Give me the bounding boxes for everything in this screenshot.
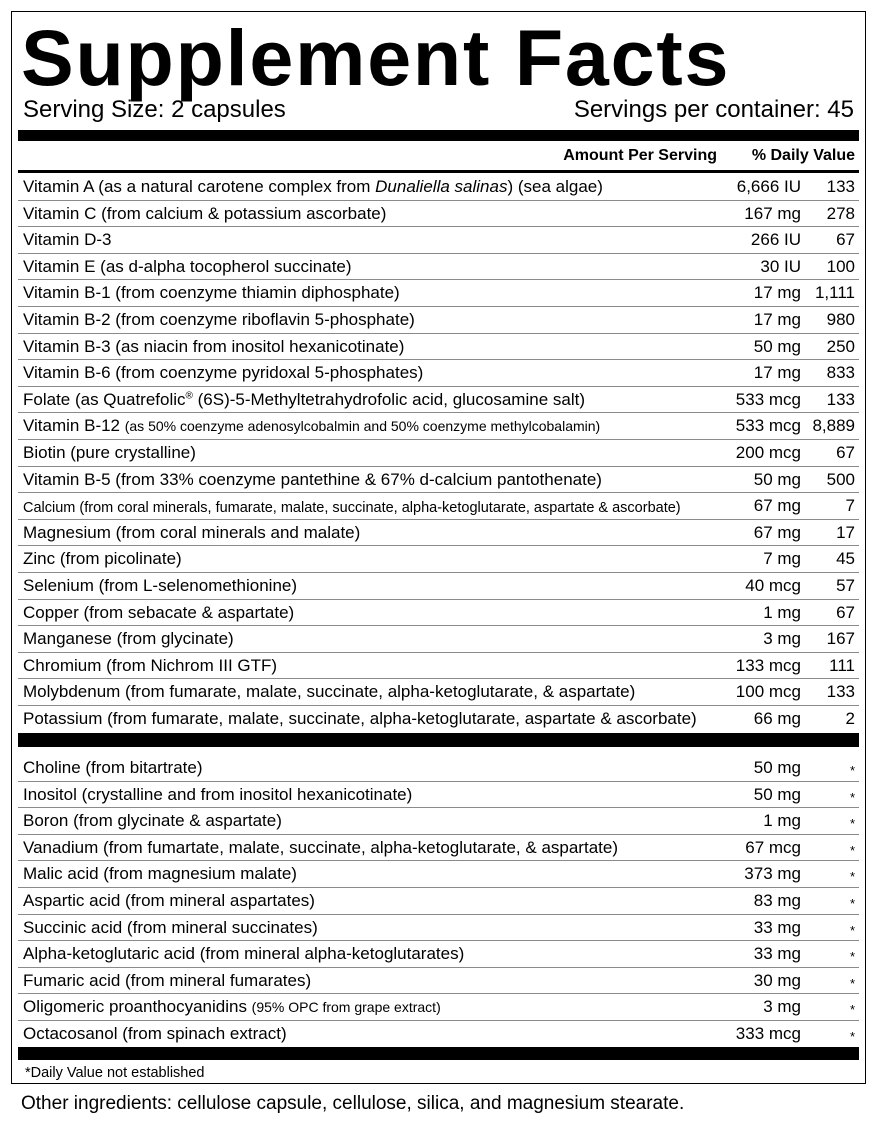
table-row bbox=[18, 808, 859, 835]
daily-value-footnote: *Daily Value not established bbox=[25, 1065, 205, 1081]
other-rows bbox=[18, 755, 859, 994]
nutrient-name: Alpha-ketoglutaric acid (from mineral alpha-ketoglutarates) bbox=[23, 944, 465, 964]
nutrient-amount: 83 mg bbox=[753, 890, 801, 910]
table-row bbox=[18, 941, 859, 968]
nutrient-name: Choline (from bitartrate) bbox=[23, 758, 203, 777]
table-row bbox=[18, 861, 859, 888]
table-row bbox=[18, 994, 859, 1021]
nutrient-daily-value: * bbox=[849, 895, 855, 911]
nutrient-amount: 33 mg bbox=[753, 917, 801, 937]
table-row bbox=[18, 600, 859, 627]
nutrient-daily-value: 7 bbox=[845, 496, 855, 516]
table-row bbox=[18, 915, 859, 942]
nutrient-name: Biotin (pure crystalline) bbox=[23, 442, 196, 462]
nutrient-amount: 17 mg bbox=[753, 283, 801, 303]
nutrient-name: Succinic acid (from mineral succinates) bbox=[23, 917, 318, 937]
nutrient-name: Molybdenum (from fumarate, malate, succinate, alpha-ketoglutarate, & aspartate) bbox=[23, 682, 636, 702]
nutrient-name: Malic acid (from magnesium malate) bbox=[23, 864, 297, 884]
nutrient-name: Vitamin B-1 (from coenzyme thiamin diphosphate) bbox=[23, 283, 400, 303]
nutrient-amount: 3 mg bbox=[763, 629, 801, 649]
table-row bbox=[18, 835, 859, 862]
nutrient-daily-value: 17 bbox=[836, 522, 855, 542]
nutrient-name: Octacosanol (from spinach extract) bbox=[23, 1023, 287, 1043]
vitamin-rows bbox=[18, 201, 859, 387]
table-row bbox=[18, 573, 859, 600]
table-row bbox=[18, 201, 859, 228]
nutrient-amount: 67 mcg bbox=[745, 837, 801, 857]
nutrient-daily-value: 8,889 bbox=[812, 416, 855, 436]
nutrient-daily-value: * bbox=[849, 816, 855, 832]
nutrient-amount: 30 IU bbox=[760, 256, 801, 276]
nutrient-amount: 17 mg bbox=[753, 363, 801, 383]
serving-size: Serving Size: 2 capsules bbox=[23, 96, 286, 123]
table-row bbox=[18, 360, 859, 387]
nutrient-name: Vanadium (from fumartate, malate, succinate, alpha-ketoglutarate, & aspartate) bbox=[23, 837, 618, 857]
nutrient-daily-value: 833 bbox=[826, 363, 855, 383]
top-thick-rule bbox=[18, 130, 859, 141]
nutrient-daily-value: 278 bbox=[826, 203, 855, 223]
nutrient-name: Vitamin D-3 bbox=[23, 230, 112, 250]
nutrient-amount: 40 mcg bbox=[745, 575, 801, 595]
table-row bbox=[18, 1021, 859, 1048]
nutrient-name: Magnesium (from coral minerals and malate) bbox=[23, 522, 361, 542]
panel-title: Supplement Facts bbox=[21, 13, 731, 102]
nutrient-daily-value: * bbox=[849, 922, 855, 938]
column-header bbox=[18, 145, 859, 167]
nutrient-name: Aspartic acid (from mineral aspartates) bbox=[23, 890, 315, 910]
nutrient-daily-value: * bbox=[849, 949, 855, 965]
table-row bbox=[18, 493, 859, 520]
vitamin-mineral-rows bbox=[18, 440, 859, 733]
nutrient-amount: 6,666 IU bbox=[736, 177, 801, 196]
nutrient-name: Vitamin E (as d-alpha tocopherol succinate) bbox=[23, 256, 352, 276]
nutrient-amount: 33 mg bbox=[753, 944, 801, 964]
nutrient-daily-value: 67 bbox=[836, 230, 855, 250]
nutrient-name: Calcium (from coral minerals, fumarate, malate, succinate, alpha-ketoglutarate, aspartate & ascorbate) bbox=[23, 500, 681, 517]
nutrient-amount: 100 mcg bbox=[735, 682, 801, 702]
table-row bbox=[18, 227, 859, 254]
nutrient-name: Vitamin B-5 (from 33% coenzyme pantethine & 67% d-calcium pantothenate) bbox=[23, 469, 602, 489]
nutrient-amount: 66 mg bbox=[753, 708, 801, 728]
nutrient-daily-value: 57 bbox=[836, 575, 855, 595]
nutrient-name: Zinc (from picolinate) bbox=[23, 549, 182, 569]
table-row bbox=[18, 520, 859, 547]
nutrient-amount: 50 mg bbox=[753, 469, 801, 489]
nutrient-name: Fumaric acid (from mineral fumarates) bbox=[23, 970, 312, 990]
table-row bbox=[18, 174, 859, 201]
other-ingredients-table bbox=[18, 755, 859, 1048]
nutrient-name: Folate (as Quatrefolic® (6S)-5-Methyltetrahydrofolic acid, glucosamine salt) bbox=[23, 389, 585, 409]
other-rows-tail bbox=[18, 1021, 859, 1048]
nutrient-amount: 50 mg bbox=[753, 784, 801, 804]
nutrient-amount: 167 mg bbox=[744, 203, 801, 223]
servings-per-container: Servings per container: 45 bbox=[573, 96, 854, 123]
nutrient-amount: 266 IU bbox=[750, 230, 801, 250]
nutrient-daily-value: 167 bbox=[826, 629, 855, 649]
nutrient-amount: 373 mg bbox=[744, 864, 801, 884]
table-row bbox=[18, 626, 859, 653]
nutrient-amount: 333 mcg bbox=[735, 1023, 801, 1043]
nutrient-name: Copper (from sebacate & aspartate) bbox=[23, 602, 295, 622]
table-row bbox=[18, 679, 859, 706]
nutrient-amount: 533 mcg bbox=[735, 416, 801, 436]
nutrient-daily-value: * bbox=[849, 1002, 855, 1018]
nutrient-amount: 30 mg bbox=[753, 970, 801, 990]
supplement-facts-panel bbox=[11, 11, 866, 1084]
middle-thick-rule bbox=[18, 733, 859, 747]
nutrient-name: Vitamin A (as a natural carotene complex from Dunaliella salinas) (sea algae) bbox=[23, 177, 603, 196]
table-row bbox=[18, 334, 859, 361]
nutrient-amount: 1 mg bbox=[763, 602, 801, 622]
nutrient-amount: 50 mg bbox=[753, 336, 801, 356]
nutrient-daily-value: 980 bbox=[826, 309, 855, 329]
daily-value-header: % Daily Value bbox=[751, 147, 855, 164]
table-row bbox=[18, 546, 859, 573]
nutrient-name: Manganese (from glycinate) bbox=[23, 629, 234, 649]
nutrient-amount: 67 mg bbox=[753, 522, 801, 542]
nutrient-name: Vitamin C (from calcium & potassium ascorbate) bbox=[23, 203, 387, 223]
nutrient-name: Chromium (from Nichrom III GTF) bbox=[23, 655, 278, 675]
table-row bbox=[18, 888, 859, 915]
nutrient-amount: 200 mcg bbox=[735, 442, 801, 462]
nutrient-daily-value: 1,111 bbox=[814, 283, 855, 303]
nutrient-daily-value: 100 bbox=[826, 256, 855, 276]
nutrient-name: Oligomeric proanthocyanidins (95% OPC from grape extract) bbox=[23, 997, 441, 1017]
nutrient-amount: 50 mg bbox=[753, 758, 801, 777]
table-row bbox=[18, 387, 859, 414]
table-row bbox=[18, 307, 859, 334]
nutrient-name: Boron (from glycinate & aspartate) bbox=[23, 811, 282, 831]
table-row bbox=[18, 968, 859, 995]
bottom-thick-rule bbox=[18, 1047, 859, 1060]
nutrient-amount: 133 mcg bbox=[735, 655, 801, 675]
nutrient-daily-value: 67 bbox=[836, 602, 855, 622]
nutrient-amount: 7 mg bbox=[763, 549, 801, 569]
nutrient-daily-value: * bbox=[849, 869, 855, 885]
nutrient-daily-value: 500 bbox=[826, 469, 855, 489]
nutrient-daily-value: * bbox=[849, 1028, 855, 1044]
table-row bbox=[18, 254, 859, 281]
nutrient-name: Vitamin B-12 (as 50% coenzyme adenosylcobalmin and 50% coenzyme methylcobalamin) bbox=[23, 416, 601, 436]
nutrient-name: Inositol (crystalline and from inositol hexanicotinate) bbox=[23, 784, 413, 804]
table-row bbox=[18, 755, 859, 782]
nutrient-amount: 533 mcg bbox=[735, 389, 801, 409]
nutrient-daily-value: * bbox=[849, 789, 855, 805]
registered-mark: ® bbox=[185, 390, 193, 402]
nutrient-daily-value: 133 bbox=[826, 389, 855, 409]
nutrient-daily-value: 2 bbox=[845, 708, 855, 728]
table-row bbox=[18, 467, 859, 494]
nutrient-daily-value: * bbox=[849, 842, 855, 858]
table-row bbox=[18, 280, 859, 307]
nutrient-daily-value: 250 bbox=[826, 336, 855, 356]
nutrient-name: Potassium (from fumarate, malate, succinate, alpha-ketoglutarate, aspartate & ascorbate) bbox=[23, 708, 697, 728]
header-rule bbox=[18, 170, 859, 173]
nutrient-daily-value: * bbox=[849, 975, 855, 991]
nutrient-amount: 1 mg bbox=[763, 811, 801, 831]
nutrient-daily-value: 133 bbox=[826, 682, 855, 702]
nutrient-daily-value: 111 bbox=[829, 655, 855, 675]
nutrient-amount: 67 mg bbox=[753, 496, 801, 516]
other-ingredients: Other ingredients: cellulose capsule, cellulose, silica, and magnesium stearate. bbox=[21, 1093, 685, 1114]
table-row bbox=[18, 440, 859, 467]
amount-per-serving-header: Amount Per Serving bbox=[563, 147, 717, 164]
nutrient-daily-value: * bbox=[849, 763, 855, 778]
nutrient-name: Vitamin B-6 (from coenzyme pyridoxal 5-phosphates) bbox=[23, 363, 424, 383]
table-row bbox=[18, 653, 859, 680]
table-row bbox=[18, 706, 859, 733]
nutrient-daily-value: 67 bbox=[836, 442, 855, 462]
nutrient-daily-value: 45 bbox=[836, 549, 855, 569]
nutrient-name: Vitamin B-3 (as niacin from inositol hexanicotinate) bbox=[23, 336, 405, 356]
nutrient-daily-value: 133 bbox=[826, 177, 855, 196]
nutrient-amount: 17 mg bbox=[753, 309, 801, 329]
nutrient-amount: 3 mg bbox=[763, 997, 801, 1017]
vitamins-minerals-table bbox=[18, 174, 859, 732]
table-row bbox=[18, 782, 859, 809]
nutrient-name: Vitamin B-2 (from coenzyme riboflavin 5-phosphate) bbox=[23, 309, 415, 329]
table-row bbox=[18, 413, 859, 440]
nutrient-name: Selenium (from L-selenomethionine) bbox=[23, 575, 298, 595]
source-species: Dunaliella salinas bbox=[375, 177, 508, 196]
